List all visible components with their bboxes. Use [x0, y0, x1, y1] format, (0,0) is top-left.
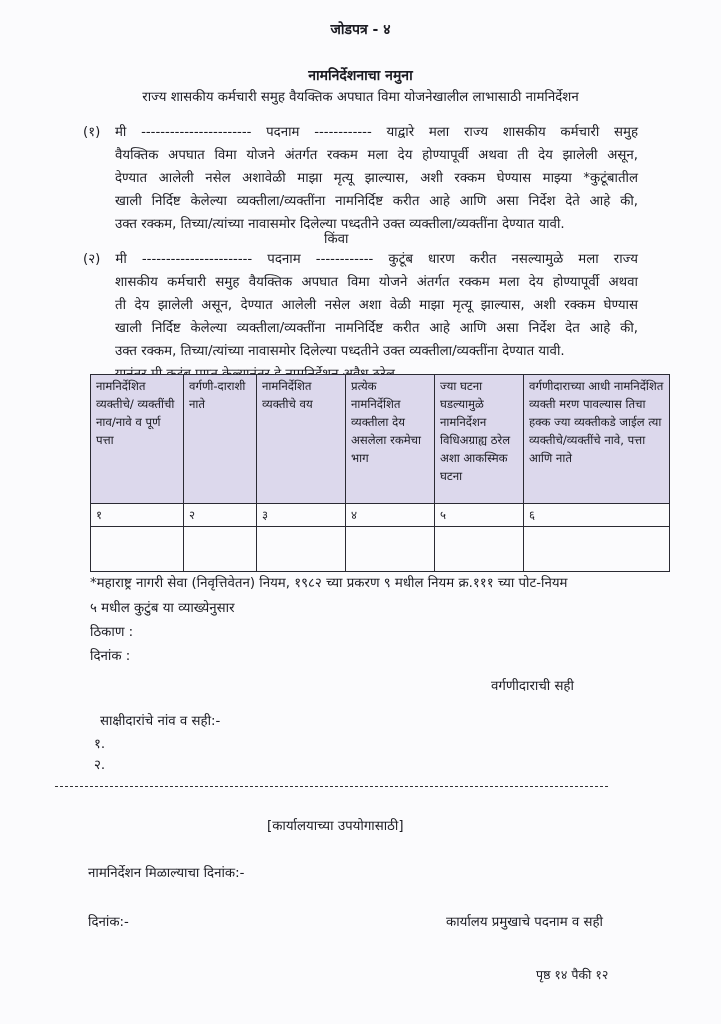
age-cell[interactable] [257, 527, 346, 572]
nomination-option-2 [83, 248, 638, 386]
option-2-line: शासकीय कर्मचारी समुह वैयक्तिक अपघात विमा योजने अंतर्गत रक्कम मला देय होण्यापूर्वी अथवा [115, 275, 638, 290]
option-1-line: वैयक्तिक अपघात विमा योजने अंतर्गत रक्कम मला देय होण्यापूर्वी अथवा ती देय झालेली असून, [115, 148, 638, 163]
page-number: पृष्ठ १४ पैकी १२ [536, 967, 609, 982]
date-label: दिनांक : [90, 649, 131, 664]
nomination-option-1 [83, 121, 638, 236]
option-1-line: देण्यात आलेली नसेल अशावेळी माझा मृत्यू झाल्यास, अशी रक्कम घेण्यास माझ्या *कुटूंबातील [115, 171, 638, 186]
table-row [91, 527, 670, 572]
office-use-heading: [कार्यालयाच्या उपयोगासाठी] [267, 819, 404, 834]
column-number: ४ [346, 504, 435, 527]
option-1-line: (१) मी ----------------------- पदनाम ------------ याद्वारे मला राज्य शासकीय कर्मचारी समुह [83, 125, 638, 140]
option-2-line: उक्त रक्कम, तिच्या/त्यांच्या नावासमोर दिलेल्या पध्दतीने उक्त व्यक्तीला/व्यक्तींना देण्यात यावी. [115, 344, 565, 359]
option-2-line: खाली निर्दिष्ट केलेल्या व्यक्तीला/व्यक्तींना नामनिर्दिष्ट करीत आहे आणि असा निर्देश देत आहे की, [115, 321, 638, 336]
form-subtitle: राज्य शासकीय कर्मचारी समुह वैयक्तिक अपघात विमा योजनेखालील लाभासाठी नामनिर्देशन [142, 90, 579, 105]
option-1-line: उक्त रक्कम, तिच्या/त्यांच्या नावासमोर दिलेल्या पध्दतीने उक्त व्यक्तीला/व्यक्तींना देण्यात यावी. [115, 217, 565, 232]
nomination-received-date-label: नामनिर्देशन मिळाल्याचा दिनांक:- [88, 866, 245, 881]
witnesses-label: साक्षीदारांचे नांव व सही:- [100, 714, 221, 729]
column-number: १ [91, 504, 184, 527]
option-1-line: खाली निर्दिष्ट केलेल्या व्यक्तीला/व्यक्तींना नामनिर्दिष्ट करीत आहे आणि असा निर्देश देते आहे की, [115, 194, 638, 209]
witness-item: १. [94, 737, 106, 752]
witness-item: २. [94, 758, 106, 773]
header-invalidating-event: ज्या घटना घडल्यामुळे नामनिर्देशन विधिअग्राह्य ठरेल अशा आकस्मिक घटना [435, 375, 524, 504]
column-number: ३ [257, 504, 346, 527]
invalidating-event-cell[interactable] [435, 527, 524, 572]
nominee-table [90, 374, 670, 572]
annexure-number: जोडपत्र - ४ [330, 22, 391, 38]
alternate-nominee-cell[interactable] [524, 527, 670, 572]
column-number: ५ [435, 504, 524, 527]
divider-dashed [55, 786, 608, 787]
header-relationship: वर्गणी-दाराशी नाते [184, 375, 257, 504]
relationship-cell[interactable] [184, 527, 257, 572]
header-amount-share: प्रत्येक नामनिर्देशित व्यक्तीला देय असलेला रकमेचा भाग [346, 375, 435, 504]
column-number-row [91, 504, 670, 527]
amount-share-cell[interactable] [346, 527, 435, 572]
header-nominee-name-address: नामनिर्देशित व्यक्तीचे/ व्यक्तींची नाव/नावे व पूर्ण पत्ता [91, 375, 184, 504]
header-alternate-nominee: वर्गणीदाराच्या आधी नामनिर्देशित व्यक्ती मरण पावल्यास तिचा हक्क ज्या व्यक्तीकडे जाईल त्या व्यक्तीचे/व्यक्तींचे नावे, पत्ता आणि नाते [524, 375, 670, 504]
form-title: नामनिर्देशनाचा नमुना [308, 68, 413, 84]
footnote-line-1: *महाराष्ट्र नागरी सेवा (निवृत्तिवेतन) नियम, १९८२ च्या प्रकरण ९ मधील नियम क्र.१११ च्या पोट-नियम [90, 576, 568, 591]
column-number: ६ [524, 504, 670, 527]
option-2-line: ती देय झालेली असून, देण्यात आलेली नसेल अशा वेळी माझा मृत्यू झाल्यास, अशी रक्कम घेण्यास [115, 298, 638, 313]
subscriber-signature-label: वर्गणीदाराची सही [491, 679, 574, 694]
nominee-name-cell[interactable] [91, 527, 184, 572]
footnote-line-2: ५ मधील कुटुंब या व्याख्येनुसार [90, 601, 235, 616]
header-nominee-age: नामनिर्देशित व्यक्तीचे वय [257, 375, 346, 504]
place-label: ठिकाण : [90, 625, 134, 640]
column-number: २ [184, 504, 257, 527]
option-2-line: (२) मी ----------------------- पदनाम ------------ कुटूंब धारण करीत नसल्यामुळे मला राज्य [83, 252, 638, 267]
or-separator: किंवा [324, 232, 349, 247]
office-date-label: दिनांक:- [88, 915, 129, 930]
office-head-signature-label: कार्यालय प्रमुखाचे पदनाम व सही [446, 915, 604, 930]
table-header-row [91, 375, 670, 504]
